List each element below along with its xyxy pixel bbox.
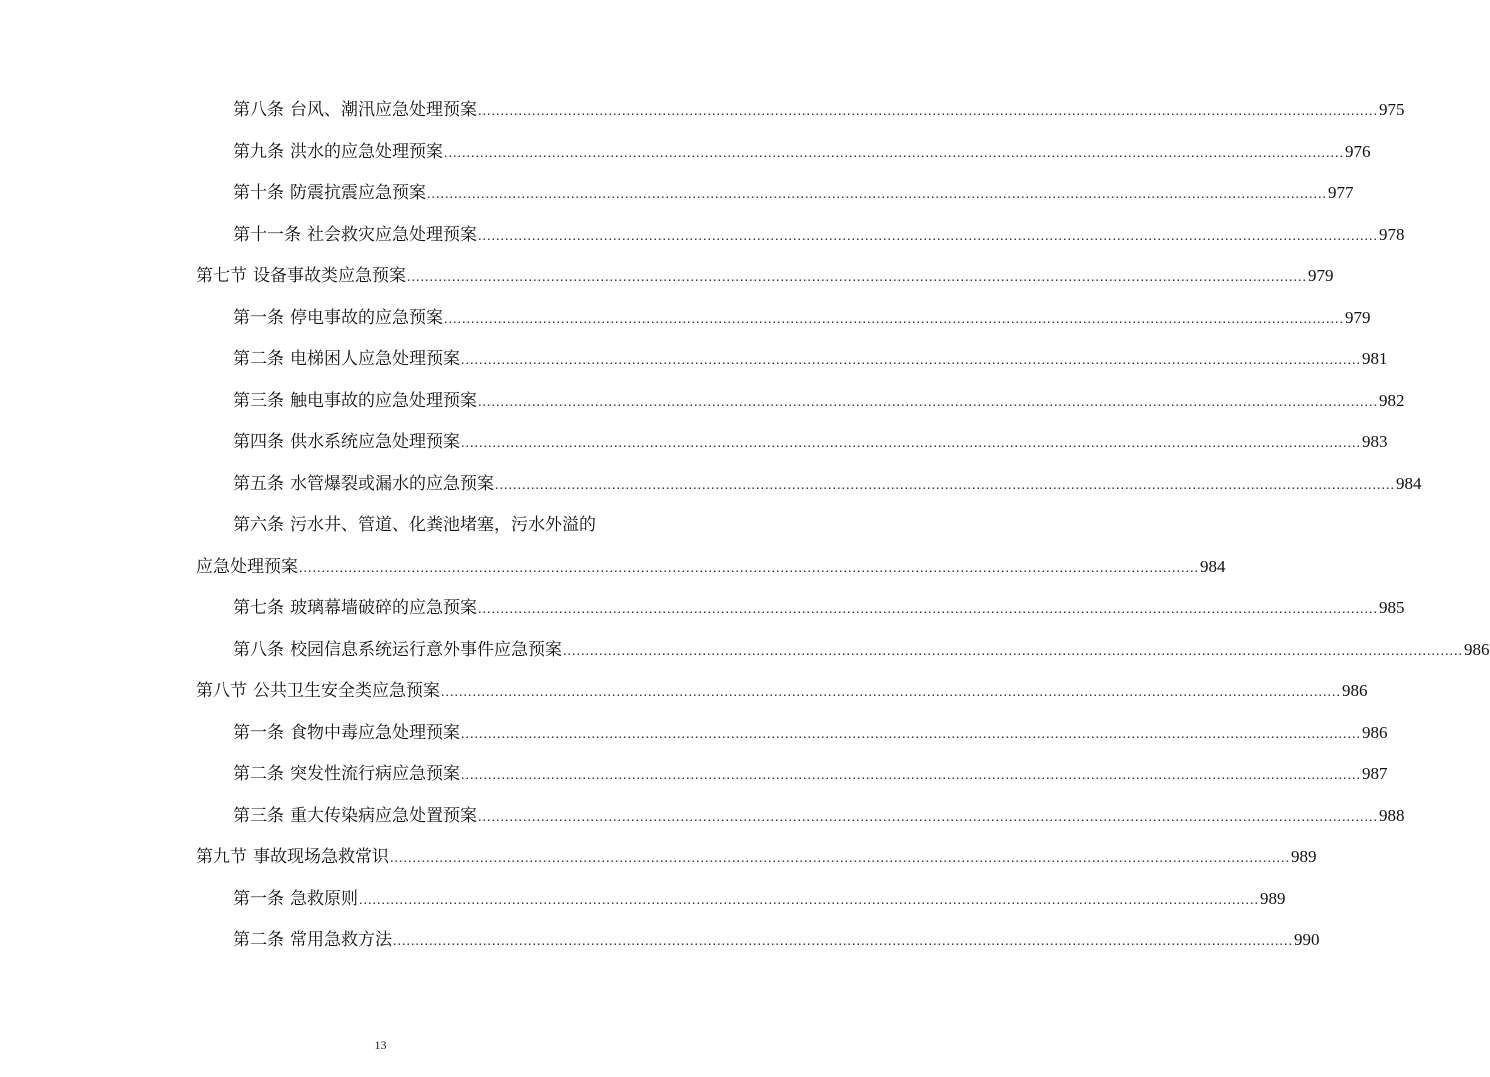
toc-entry-text: 应急处理预案 (196, 557, 298, 577)
toc-entry[interactable] (233, 137, 1371, 167)
toc-entry-text: 设备事故类应急预案 (253, 266, 406, 286)
toc-entry-page: 976 (1345, 142, 1371, 161)
toc-entry-page: 979 (1345, 308, 1371, 327)
toc-entry-page: 978 (1379, 225, 1405, 244)
toc-entry-page: 986 (1342, 681, 1368, 700)
toc-entry-title (233, 386, 477, 416)
dot-leader: ........................................................................................................................................................................................................ (563, 644, 1463, 659)
toc-entry-page: 987 (1362, 764, 1388, 783)
dot-leader: ........................................................................................................................................................................................................ (461, 436, 1361, 451)
toc-entry-title (233, 220, 477, 250)
dot-leader: ........................................................................................................................................................................................................ (495, 478, 1395, 493)
dot-leader: ........................................................................................................................................................................................................ (478, 229, 1378, 244)
toc-entry[interactable] (233, 95, 1405, 125)
toc-entry-number: 第七条 (233, 598, 284, 618)
toc-entry-page: 985 (1379, 598, 1405, 617)
toc-entry-number: 第五条 (233, 474, 284, 494)
dot-leader: ........................................................................................................................................................................................................ (390, 851, 1290, 866)
toc-entry-page: 989 (1291, 847, 1317, 866)
toc-entry-number: 第一条 (233, 889, 284, 909)
toc-entry-number: 第三条 (233, 391, 284, 411)
toc-entry-text: 供水系统应急处理预案 (290, 432, 460, 452)
toc-entry-text: 食物中毒应急处理预案 (290, 723, 460, 743)
dot-leader: ........................................................................................................................................................................................................ (427, 187, 1327, 202)
toc-entry-text: 公共卫生安全类应急预案 (253, 681, 440, 701)
toc-entry-text: 水管爆裂或漏水的应急预案 (290, 474, 494, 494)
dot-leader: ........................................................................................................................................................................................................ (478, 602, 1378, 617)
toc-entry-number: 第二条 (233, 349, 284, 369)
toc-entry[interactable] (233, 386, 1405, 416)
toc-entry-title (196, 676, 440, 706)
toc-entry-text: 突发性流行病应急预案 (290, 764, 460, 784)
dot-leader: ........................................................................................................................................................................................................ (444, 312, 1344, 327)
toc-entry[interactable] (233, 178, 1354, 208)
toc-entry-text: 重大传染病应急处置预案 (290, 806, 477, 826)
toc-entry-text: 污水井、管道、化粪池堵塞，污水外溢的 (290, 515, 596, 535)
toc-entry-title (233, 137, 443, 167)
toc-entry-title (233, 95, 477, 125)
toc-entry-number: 第三条 (233, 806, 284, 826)
toc-entry-title (196, 261, 406, 291)
toc-entry-title (233, 718, 460, 748)
toc-entry[interactable] (233, 759, 1388, 789)
toc-entry-number: 第十一条 (233, 225, 301, 245)
toc-entry-title (233, 469, 494, 499)
toc-entry-number: 第十条 (233, 183, 284, 203)
toc-entry-title (233, 593, 477, 623)
dot-leader: ........................................................................................................................................................................................................ (359, 893, 1259, 908)
toc-entry-title (233, 344, 460, 374)
toc-entry-wrapped-line2[interactable] (196, 552, 1226, 582)
toc-entry[interactable] (233, 469, 1422, 499)
toc-entry-title (233, 801, 477, 831)
toc-entry-page: 984 (1200, 557, 1226, 576)
toc-entry-text: 触电事故的应急处理预案 (290, 391, 477, 411)
toc-entry-title (233, 178, 426, 208)
toc-entry-number: 第九节 (196, 847, 247, 867)
toc-entry-text: 电梯困人应急处理预案 (290, 349, 460, 369)
toc-entry-number: 第六条 (233, 515, 284, 535)
toc-entry-page: 988 (1379, 806, 1405, 825)
toc-entry[interactable] (233, 635, 1490, 665)
toc-entry-text: 事故现场急救常识 (253, 847, 389, 867)
toc-entry[interactable] (233, 303, 1371, 333)
toc-entry-text: 急救原则 (290, 889, 358, 909)
dot-leader: ........................................................................................................................................................................................................ (444, 146, 1344, 161)
toc-entry-text: 台风、潮汛应急处理预案 (290, 100, 477, 120)
toc-entry-number: 第一条 (233, 308, 284, 328)
toc-entry-page: 977 (1328, 183, 1354, 202)
dot-leader: ........................................................................................................................................................................................................ (407, 270, 1307, 285)
toc-entry-text: 校园信息系统运行意外事件应急预案 (290, 640, 562, 660)
dot-leader: ........................................................................................................................................................................................................ (461, 768, 1361, 783)
toc-entry-text: 防震抗震应急预案 (290, 183, 426, 203)
toc-entry-number: 第九条 (233, 142, 284, 162)
toc-entry-text: 常用急救方法 (290, 930, 392, 950)
toc-entry[interactable] (233, 801, 1405, 831)
toc-entry-title (233, 303, 443, 333)
toc-section-entry[interactable] (196, 261, 1334, 291)
toc-entry-title (233, 635, 562, 665)
dot-leader: ........................................................................................................................................................................................................ (478, 810, 1378, 825)
toc-entry-number: 第二条 (233, 930, 284, 950)
toc-entry[interactable] (233, 925, 1320, 955)
toc-entry-text: 停电事故的应急预案 (290, 308, 443, 328)
page-number: 13 (374, 1038, 387, 1052)
toc-entry[interactable] (233, 344, 1388, 374)
toc-entry-page: 983 (1362, 432, 1388, 451)
toc-entry-number: 第四条 (233, 432, 284, 452)
dot-leader: ........................................................................................................................................................................................................ (393, 934, 1293, 949)
dot-leader: ........................................................................................................................................................................................................ (478, 104, 1378, 119)
dot-leader: ........................................................................................................................................................................................................ (441, 685, 1341, 700)
toc-entry-page: 982 (1379, 391, 1405, 410)
toc-entry-number: 第八条 (233, 100, 284, 120)
toc-entry-title (233, 925, 392, 955)
toc-entry-page: 979 (1308, 266, 1334, 285)
toc-entry-title (196, 842, 389, 872)
toc-entry-number: 第八条 (233, 640, 284, 660)
toc-entry-title (233, 884, 358, 914)
toc-entry-title (233, 759, 460, 789)
toc-entry-page: 990 (1294, 930, 1320, 949)
toc-entry-text: 洪水的应急处理预案 (290, 142, 443, 162)
dot-leader: ........................................................................................................................................................................................................ (299, 561, 1199, 576)
toc-entry[interactable] (233, 718, 1388, 748)
toc-entry-text: 玻璃幕墙破碎的应急预案 (290, 598, 477, 618)
toc-entry[interactable] (233, 220, 1405, 250)
dot-leader: ........................................................................................................................................................................................................ (461, 353, 1361, 368)
dot-leader: ........................................................................................................................................................................................................ (461, 727, 1361, 742)
toc-entry-wrapped-line1[interactable] (233, 510, 640, 540)
toc-entry-title (233, 427, 460, 457)
toc-entry-page: 986 (1362, 723, 1388, 742)
toc-entry-page: 975 (1379, 100, 1405, 119)
dot-leader: ........................................................................................................................................................................................................ (478, 395, 1378, 410)
toc-entry-number: 第八节 (196, 681, 247, 701)
toc-entry-number: 第二条 (233, 764, 284, 784)
toc-entry-page: 984 (1396, 474, 1422, 493)
toc-entry-page: 986 (1464, 640, 1490, 659)
toc-entry-number: 第一条 (233, 723, 284, 743)
toc-entry-page: 981 (1362, 349, 1388, 368)
toc-entry[interactable] (233, 593, 1405, 623)
toc-entry[interactable] (233, 427, 1388, 457)
toc-entry-text: 社会救灾应急处理预案 (307, 225, 477, 245)
toc-entry-number: 第七节 (196, 266, 247, 286)
toc-entry[interactable] (233, 884, 1286, 914)
toc-entry-page: 989 (1260, 889, 1286, 908)
toc-section-entry[interactable] (196, 676, 1368, 706)
toc-section-entry[interactable] (196, 842, 1317, 872)
